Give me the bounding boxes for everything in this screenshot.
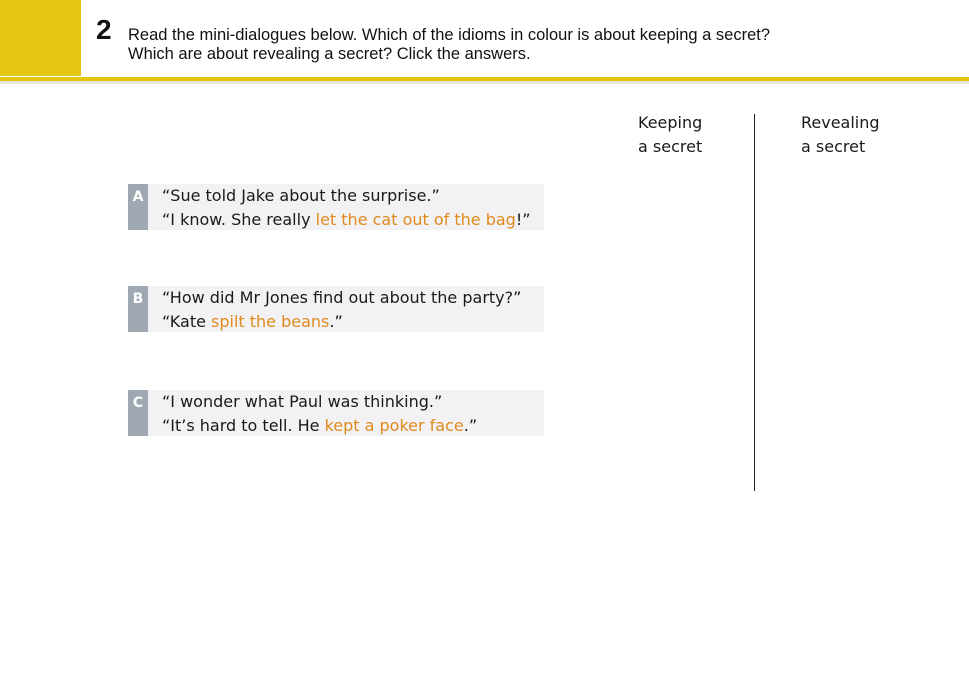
line-text-after: !” [515, 210, 531, 229]
dialogue-line-2 [162, 208, 531, 232]
dialogue-line-2 [162, 414, 477, 438]
dialogue-a [128, 184, 544, 230]
line-text-after: .” [463, 416, 478, 435]
header-shadow [0, 81, 969, 84]
dialogue-text [162, 390, 477, 438]
revealing-label-line-1: Revealing [801, 113, 880, 132]
dialogue-letter-badge: C [128, 390, 148, 436]
line-text-before: “I know. She really [162, 210, 316, 229]
dialogue-c [128, 390, 544, 436]
task-instruction [128, 26, 888, 64]
dialogue-text [162, 286, 521, 334]
idiom-kept-a-poker-face[interactable]: kept a poker face [324, 416, 464, 435]
column-header-revealing [801, 111, 880, 159]
revealing-label-line-2: a secret [801, 137, 866, 156]
instruction-line-1: Read the mini-dialogues below. Which of the idioms in colour is about keeping a secret? [128, 26, 771, 44]
idiom-spilt-the-beans[interactable]: spilt the beans [211, 312, 330, 331]
dialogue-line-1: “I wonder what Paul was thinking.” [162, 392, 443, 411]
dialogue-letter-badge: A [128, 184, 148, 230]
line-text-after: .” [329, 312, 343, 331]
line-text-before: “It’s hard to tell. He [162, 416, 325, 435]
keeping-label-line-2: a secret [638, 137, 703, 156]
exercise-header [0, 0, 969, 84]
instruction-line-2: Which are about revealing a secret? Click the answers. [128, 45, 531, 63]
column-header-keeping [638, 111, 702, 159]
dialogue-line-1: “How did Mr Jones find out about the party?” [162, 288, 522, 307]
task-number: 2 [96, 14, 112, 45]
dialogue-b [128, 286, 544, 332]
header-accent-block [0, 0, 81, 76]
dialogue-text [162, 184, 531, 232]
dialogue-line-1: “Sue told Jake about the surprise.” [162, 186, 440, 205]
column-divider [754, 114, 755, 491]
line-text-before: “Kate [162, 312, 212, 331]
idiom-let-the-cat-out-of-the-bag[interactable]: let the cat out of the bag [315, 210, 516, 229]
dialogue-letter-badge: B [128, 286, 148, 332]
keeping-label-line-1: Keeping [638, 113, 703, 132]
dialogue-line-2 [162, 310, 521, 334]
